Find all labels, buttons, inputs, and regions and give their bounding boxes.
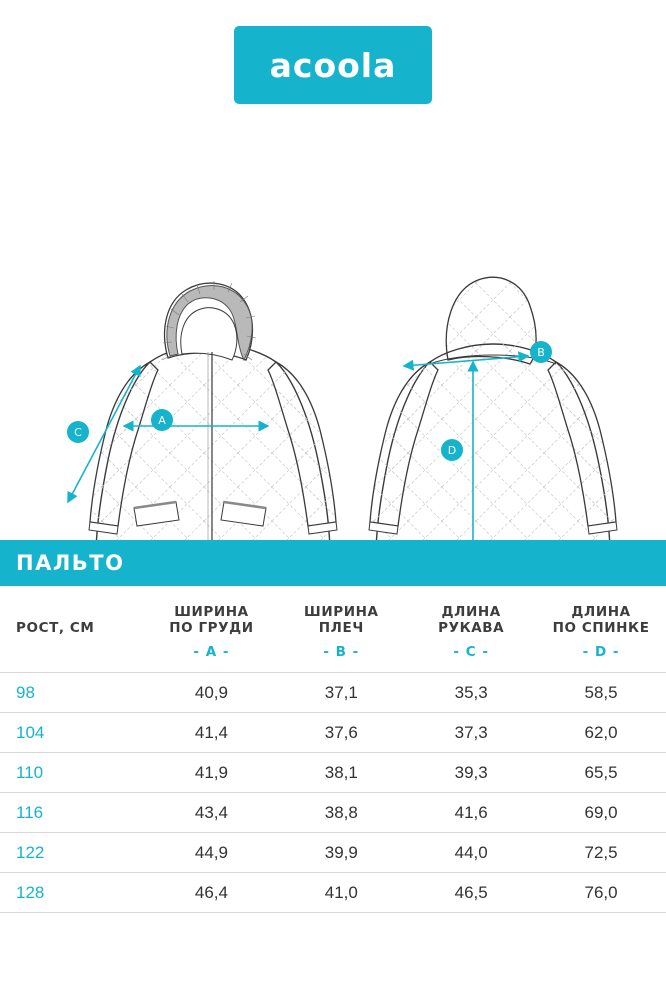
cell-sleeve: 41,6: [406, 793, 536, 833]
cell-sleeve: 39,3: [406, 753, 536, 793]
cell-sleeve: 46,5: [406, 873, 536, 913]
cell-chest: 41,4: [147, 713, 277, 753]
letter-cell-empty: [0, 642, 147, 673]
cell-shoulder: 39,9: [276, 833, 406, 873]
table-row: [0, 753, 666, 793]
cell-shoulder: 37,1: [276, 673, 406, 713]
cell-shoulder: 37,6: [276, 713, 406, 753]
col-header-sleeve: ДЛИНА РУКАВА: [438, 604, 505, 636]
cell-shoulder: 41,0: [276, 873, 406, 913]
cell-height: 98: [0, 673, 147, 713]
brand-logo-box: [234, 26, 432, 104]
cell-height: 122: [0, 833, 147, 873]
col-header-chest: ШИРИНА ПО ГРУДИ: [169, 604, 254, 636]
cell-chest: 41,9: [147, 753, 277, 793]
cell-height: 104: [0, 713, 147, 753]
cell-back-length: 72,5: [536, 833, 666, 873]
section-title-bar: [0, 540, 666, 586]
cell-shoulder: 38,1: [276, 753, 406, 793]
measure-label-a: A: [158, 414, 166, 427]
cell-height: 128: [0, 873, 147, 913]
cell-chest: 46,4: [147, 873, 277, 913]
measure-label-d: D: [447, 444, 457, 457]
cell-chest: 43,4: [147, 793, 277, 833]
cell-sleeve: 37,3: [406, 713, 536, 753]
letter-cell-b: - B -: [323, 644, 360, 660]
size-table-wrapper: [0, 586, 666, 1000]
letter-cell-d: - D -: [582, 644, 620, 660]
cell-back-length: 58,5: [536, 673, 666, 713]
cell-sleeve: 35,3: [406, 673, 536, 713]
table-header-row: [0, 586, 666, 642]
cell-sleeve: 44,0: [406, 833, 536, 873]
col-header-back-length: ДЛИНА ПО СПИНКЕ: [552, 604, 650, 636]
table-body: [0, 673, 666, 913]
cell-back-length: 62,0: [536, 713, 666, 753]
col-header-shoulder: ШИРИНА ПЛЕЧ: [304, 604, 379, 636]
cell-height: 110: [0, 753, 147, 793]
cell-back-length: 76,0: [536, 873, 666, 913]
table-row: [0, 713, 666, 753]
letter-cell-a: - A -: [193, 644, 230, 660]
cell-chest: 40,9: [147, 673, 277, 713]
cell-shoulder: 38,8: [276, 793, 406, 833]
table-letter-row: [0, 642, 666, 673]
page-title: ПАЛЬТО: [16, 551, 125, 575]
letter-cell-c: - C -: [453, 644, 489, 660]
measure-label-b: B: [537, 346, 545, 359]
size-table: [0, 586, 666, 913]
brand-header: [0, 0, 666, 130]
table-row: [0, 873, 666, 913]
measure-label-c: C: [74, 426, 82, 439]
cell-height: 116: [0, 793, 147, 833]
col-header-height: РОСТ, СМ: [16, 620, 95, 636]
brand-name: acoola: [269, 45, 397, 85]
table-row: [0, 793, 666, 833]
coat-back-view: [369, 277, 617, 540]
table-row: [0, 673, 666, 713]
table-row: [0, 833, 666, 873]
cell-chest: 44,9: [147, 833, 277, 873]
cell-back-length: 69,0: [536, 793, 666, 833]
coat-front-view: [67, 281, 337, 540]
coat-technical-drawing: [0, 130, 666, 540]
cell-back-length: 65,5: [536, 753, 666, 793]
coat-illustration: [0, 130, 666, 540]
